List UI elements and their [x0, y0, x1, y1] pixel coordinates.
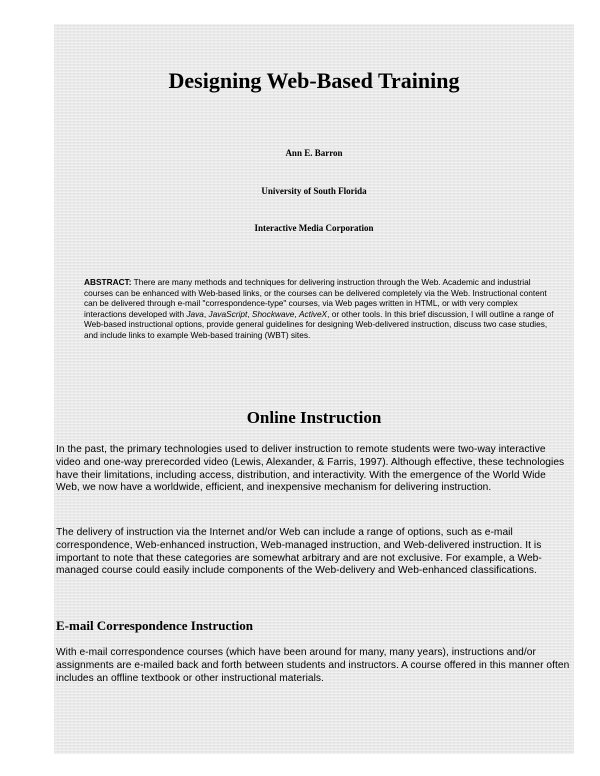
university-name: University of South Florida	[261, 186, 367, 196]
paragraph-online-2: The delivery of instruction via the Internet and/or Web can include a range of options, such as e-mail correspondence, Web-enhanced instruction, Web-managed instruction, and Web-delivered instruction. It is important to note that these categories are somewhat arbitrary and are not exclusive. For example, a Web-managed course could easily include components of the Web-delivery and Web-enhanced classifications.	[56, 527, 542, 577]
term-shockwave: Shockwave	[251, 308, 295, 319]
document-title: Designing Web-Based Training	[168, 68, 460, 93]
corporation-name: Interactive Media Corporation	[254, 223, 374, 233]
document-page	[54, 24, 574, 754]
abstract-sep-3: ,	[294, 308, 299, 319]
paragraph-online-1: In the past, the primary technologies used to deliver instruction to remote students were two-way interactive video and one-way prerecorded video (Lewis, Alexander, & Farris, 1997). Although effective, these technologies have their limitations, including access, distribution, and interactivity. With the emergence of the World Wide Web, we now have a worldwide, efficient, and inexpensive mechanism for delivering instruction.	[56, 444, 565, 494]
abstract-text-2: , or other tools. In this brief discussion, I will outline a range of Web-based instructional options, provide general guidelines for designing Web-delivered instruction, discuss two case studies, and include links to example Web-based training (WBT) sites.	[84, 308, 554, 340]
section-heading-online-instruction: Online Instruction	[246, 408, 382, 427]
term-java: Java	[186, 308, 204, 319]
section-heading-email-instruction: E-mail Correspondence Instruction	[56, 618, 253, 633]
paragraph-email-1: With e-mail correspondence courses (which have been around for many, many years), instructions and/or assignments are e-mailed back and forth between students and instructors. A course offered in this manner often includes an offline textbook or other instructional materials.	[56, 647, 570, 684]
abstract	[84, 277, 554, 340]
abstract-label: ABSTRACT:	[84, 277, 132, 287]
author-name: Ann E. Barron	[285, 148, 343, 158]
term-javascript: JavaScript	[208, 308, 248, 319]
abstract-sep-1: ,	[203, 308, 209, 319]
abstract-text-1: There are many methods and techniques for delivering instruction through the Web. Academic and industrial courses can be enhanced with Web-based links, or the courses can be delivered completely via the Web. Instructional content can be delivered through e-mail "correspondence-type" courses, via Web pages written in HTML, or with very complex interactions developed with	[84, 277, 547, 319]
term-activex: ActiveX	[298, 308, 328, 319]
abstract-sep-2: ,	[247, 308, 252, 319]
